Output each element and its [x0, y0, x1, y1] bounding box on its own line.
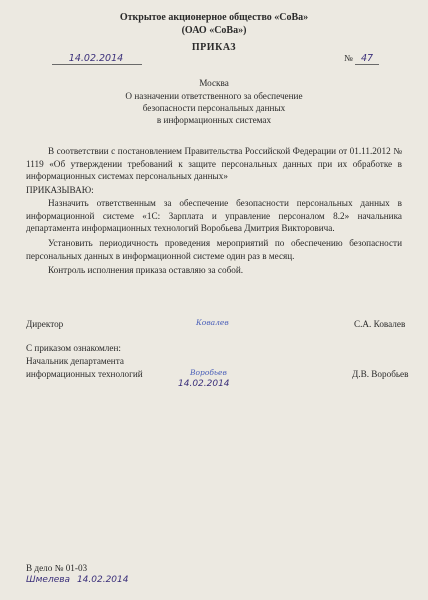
director-signature: Ковалев — [196, 318, 229, 327]
org-short-name: (ОАО «СоВа») — [181, 25, 247, 36]
doc-subject-line-1: О назначении ответственного за обеспечение — [125, 91, 303, 101]
doc-date-value: 14.02.2014 — [68, 53, 124, 64]
doc-city: Москва — [199, 78, 229, 88]
file-note: В дело № 01-03 — [26, 563, 88, 573]
ack-signature: Воробьев — [190, 368, 227, 377]
clerk-name: Шмелева — [26, 575, 71, 585]
org-name: Открытое акционерное общество «СоВа» — [119, 12, 309, 23]
ack-title-line-1: Начальник департамента — [26, 356, 124, 366]
preamble-paragraph: В соответствии с постановлением Правительства Российской Федерации от 01.11.2012 № 1119 «Об утверждении требований к защите персональных данных при их обработке в информационных системах персональных данных» — [26, 146, 402, 181]
ack-label: С приказом ознакомлен: — [26, 343, 121, 353]
doc-type: ПРИКАЗ — [191, 42, 237, 53]
director-title: Директор — [26, 319, 64, 329]
doc-date — [54, 53, 138, 64]
number-underline — [355, 64, 379, 65]
director-name: С.А. Ковалев — [354, 319, 406, 329]
ack-name: Д.В. Воробьев — [352, 369, 409, 379]
date-underline — [52, 64, 142, 65]
number-sign: № — [344, 53, 353, 63]
clerk-date: 14.02.2014 — [76, 575, 129, 585]
order-item-1: Назначить ответственным за обеспечение безопасности персональных данных в информационной системе «1С: Зарплата и управление персоналом 8.2» начальника департамента информационных технологий Воробьева Дмитрия Викторовича. — [26, 198, 402, 233]
ack-date: 14.02.2014 — [178, 379, 230, 389]
order-item-3: Контроль исполнения приказа оставляю за собой. — [48, 265, 244, 275]
doc-subject-line-2: безопасности персональных данных — [142, 103, 286, 113]
order-item-2: Установить периодичность проведения мероприятий по обеспечению безопасности персональных данных в информационной системе один раз в месяц. — [26, 238, 402, 261]
ack-title-line-2: информационных технологий — [26, 369, 143, 379]
clerk-signature — [26, 575, 128, 585]
doc-subject-line-3: в информационных системах — [156, 115, 272, 125]
order-word: ПРИКАЗЫВАЮ: — [26, 185, 94, 195]
doc-number: 47 — [360, 53, 374, 64]
